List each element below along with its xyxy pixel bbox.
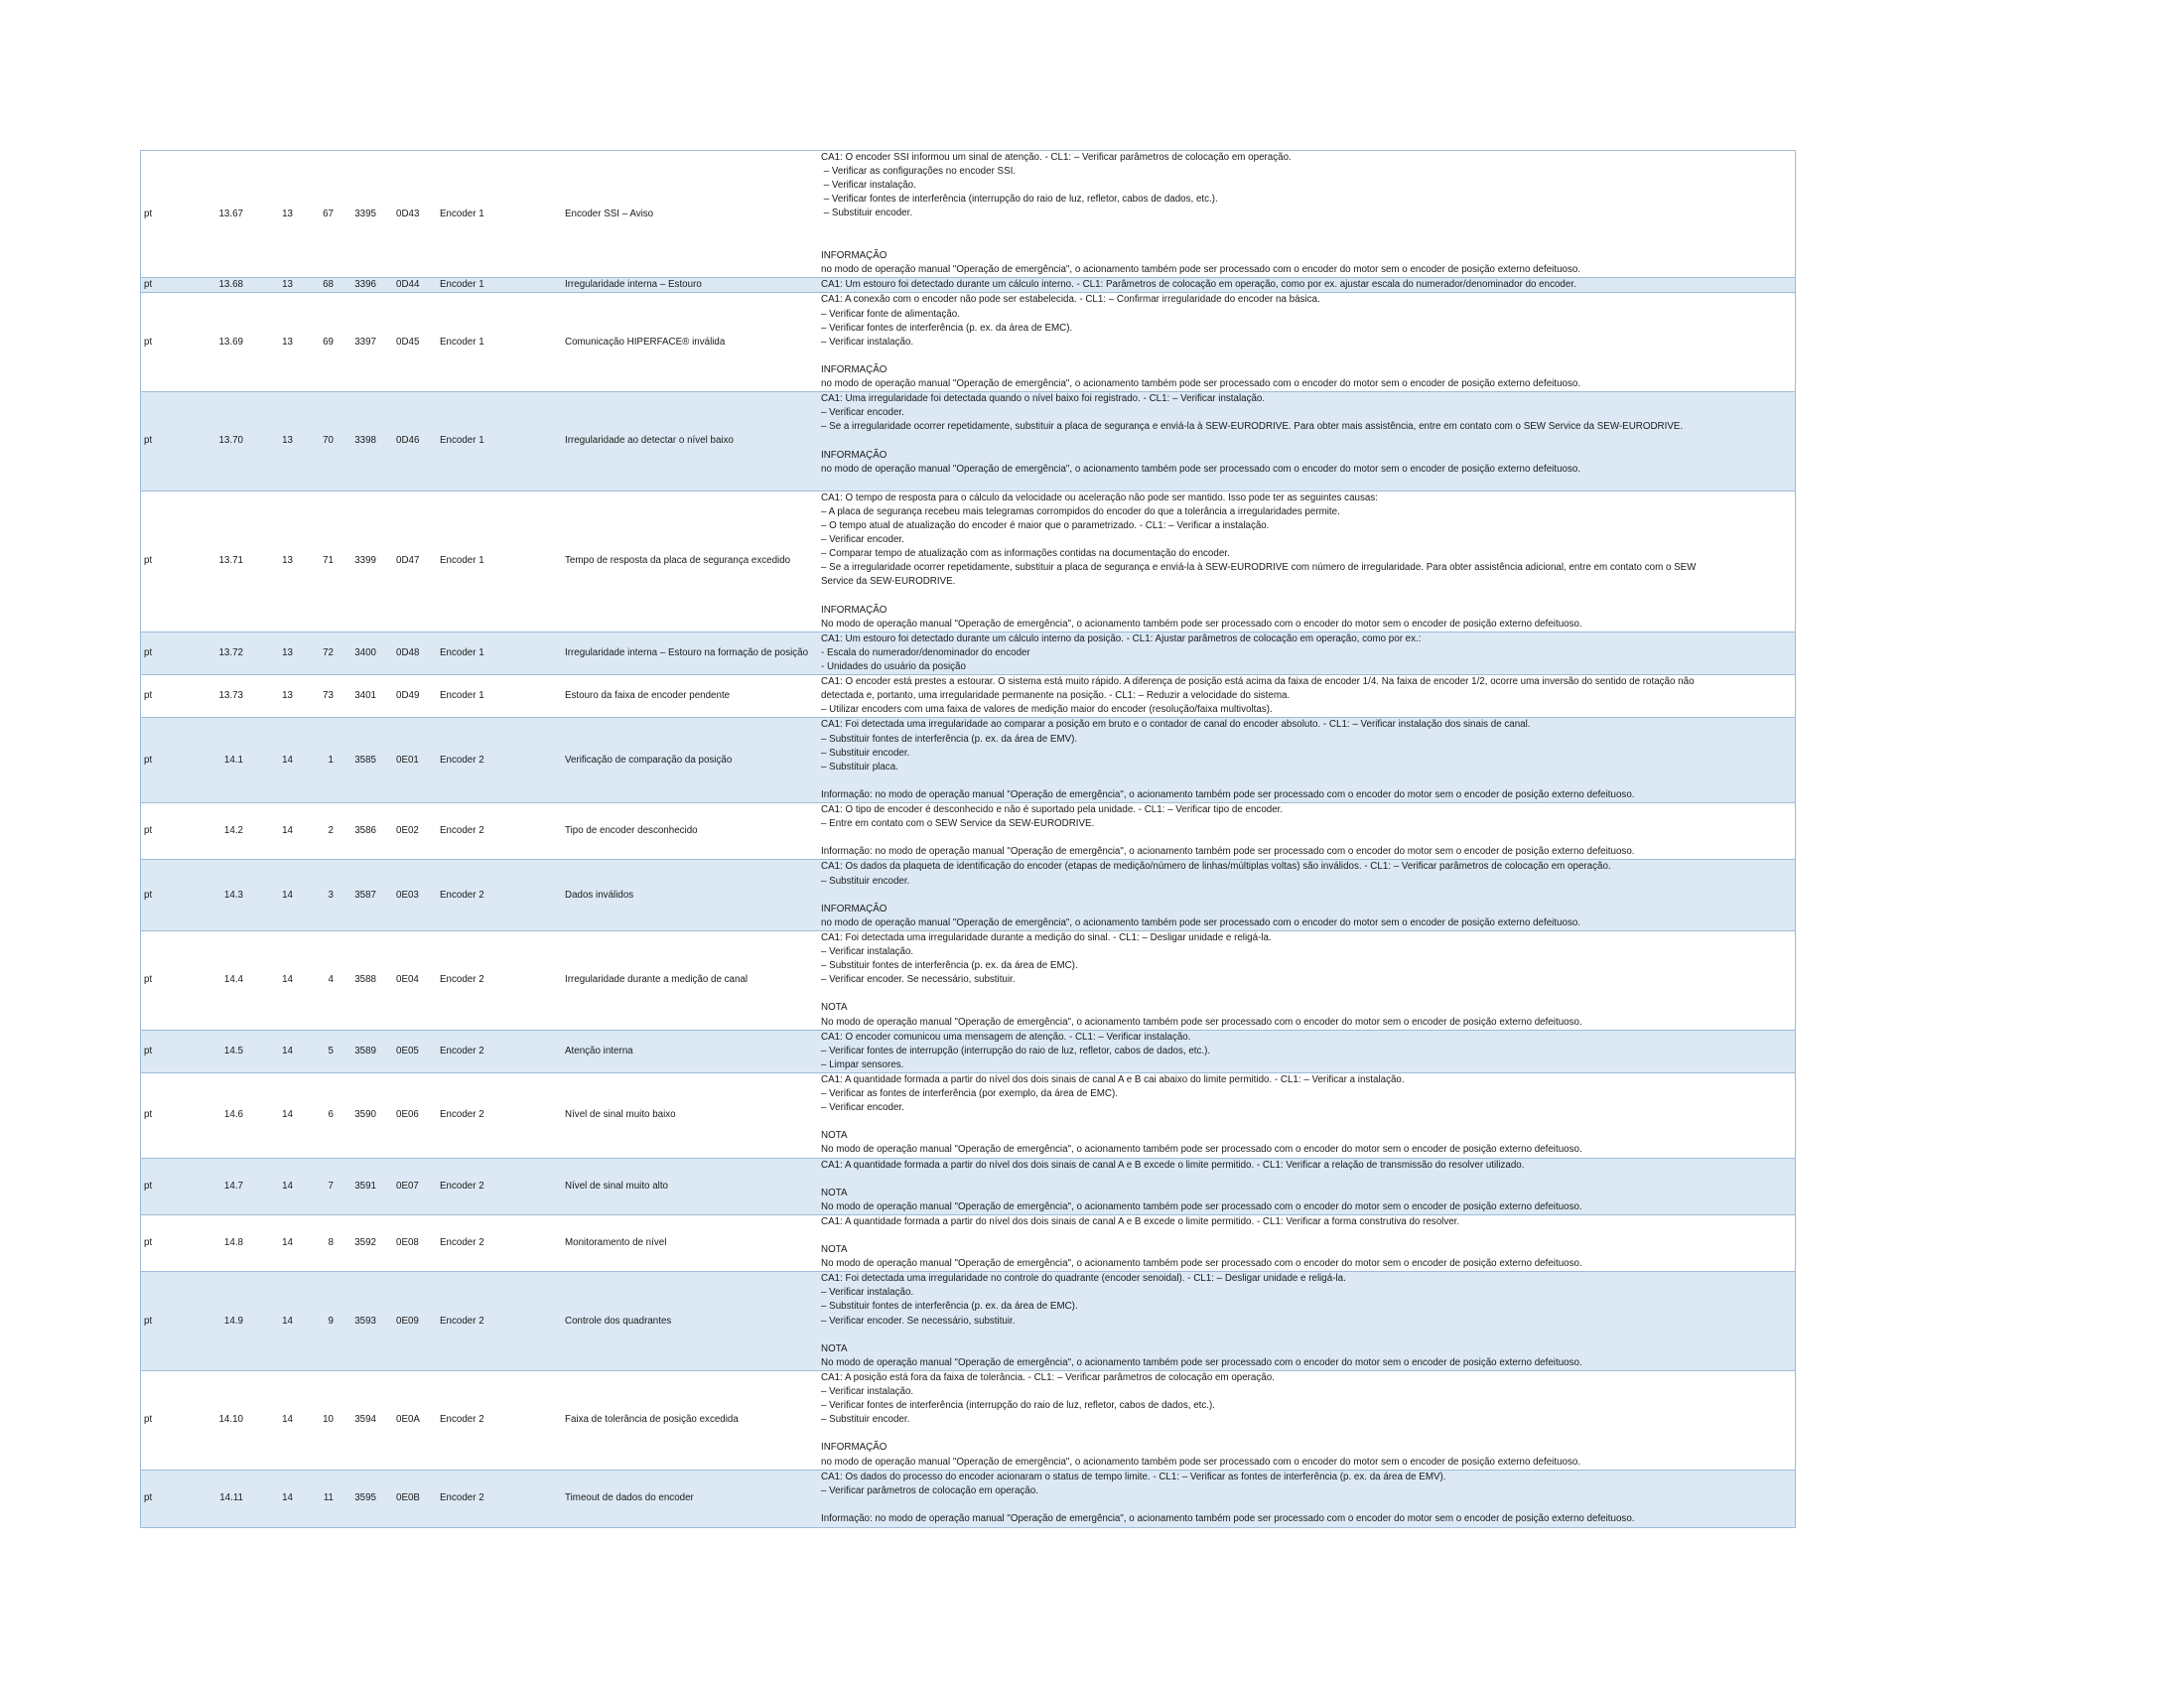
- cell-hex-code: 0D46: [378, 392, 432, 492]
- table-row: [141, 278, 1795, 293]
- cell-group: 13: [245, 293, 295, 392]
- cell-subsystem: Encoder 2: [432, 930, 565, 1030]
- cell-language: pt: [141, 1030, 201, 1072]
- cell-description: CA1: A quantidade formada a partir do nível dos dois sinais de canal A e B excede o limite permitido. - CL1: Verificar a relação de transmissão do resolver utilizado. NOTA No modo de operação manual "Operação de emergência", o acionamento também pode ser processado com o encoder do motor sem o encoder de posição externo defeituoso.: [819, 1158, 1795, 1214]
- cell-group: 13: [245, 632, 295, 674]
- cell-decimal-code: 3593: [336, 1272, 378, 1371]
- cell-language: pt: [141, 293, 201, 392]
- cell-fault-code: 14.2: [201, 803, 245, 860]
- cell-decimal-code: 3595: [336, 1470, 378, 1526]
- cell-fault-name: Atenção interna: [565, 1030, 819, 1072]
- cell-fault-code: 14.5: [201, 1030, 245, 1072]
- cell-language: pt: [141, 930, 201, 1030]
- cell-decimal-code: 3398: [336, 392, 378, 492]
- cell-hex-code: 0E09: [378, 1272, 432, 1371]
- cell-group: 14: [245, 1272, 295, 1371]
- table-row: [141, 1470, 1795, 1526]
- cell-subcode: 72: [295, 632, 336, 674]
- cell-fault-name: Tipo de encoder desconhecido: [565, 803, 819, 860]
- cell-hex-code: 0E05: [378, 1030, 432, 1072]
- table-row: [141, 491, 1795, 632]
- cell-description: CA1: Os dados do processo do encoder acionaram o status de tempo limite. - CL1: – Verificar as fontes de interferência (p. ex. da área de EMV). – Verificar parâmetros de colocação em operação. Informação: no modo de operação manual "Operação de emergência", o acionamento também pode ser processado com o encoder do motor sem o encoder de posição externo defeituoso.: [819, 1470, 1795, 1526]
- cell-fault-name: Verificação de comparação da posição: [565, 718, 819, 803]
- cell-fault-code: 13.69: [201, 293, 245, 392]
- cell-group: 13: [245, 278, 295, 293]
- cell-hex-code: 0E07: [378, 1158, 432, 1214]
- cell-subcode: 71: [295, 491, 336, 632]
- cell-subsystem: Encoder 1: [432, 293, 565, 392]
- cell-decimal-code: 3401: [336, 675, 378, 718]
- cell-subcode: 10: [295, 1370, 336, 1470]
- cell-decimal-code: 3397: [336, 293, 378, 392]
- cell-fault-code: 14.4: [201, 930, 245, 1030]
- cell-description: CA1: Uma irregularidade foi detectada quando o nível baixo foi registrado. - CL1: – Verificar instalação. – Verificar encoder. – Se a irregularidade ocorrer repetidamente, substituir a placa de segurança e enviá-la à SEW-EURODRIVE. Para obter mais assistência, entre em contato com o SEW Service da SEW-EURODRIVE. INFORMAÇÃO no modo de operação manual "Operação de emergência", o acionamento também pode ser processado com o encoder do motor sem o encoder de posição externo defeituoso.: [819, 392, 1795, 492]
- cell-hex-code: 0E01: [378, 718, 432, 803]
- cell-subcode: 9: [295, 1272, 336, 1371]
- cell-subcode: 70: [295, 392, 336, 492]
- cell-fault-name: Timeout de dados do encoder: [565, 1470, 819, 1526]
- cell-fault-code: 14.9: [201, 1272, 245, 1371]
- cell-fault-code: 13.68: [201, 278, 245, 293]
- cell-hex-code: 0E03: [378, 860, 432, 931]
- cell-fault-name: Encoder SSI – Aviso: [565, 208, 654, 219]
- cell-group: 13: [245, 675, 295, 718]
- cell-hex-code: 0E04: [378, 930, 432, 1030]
- cell-fault-code: 13.71: [201, 491, 245, 632]
- cell-language: pt: [141, 1072, 201, 1158]
- table-row: [141, 803, 1795, 860]
- cell-fault-code: 13.67: [218, 208, 243, 219]
- cell-subcode: 4: [295, 930, 336, 1030]
- cell-subsystem: Encoder 1: [440, 208, 484, 219]
- cell-description: CA1: O encoder SSI informou um sinal de atenção. - CL1: – Verificar parâmetros de colocação em operação. – Verificar as configurações no encoder SSI. – Verificar instalação. – Verificar fontes de interferência (interrupção do raio de luz, refletor, cabos de dados, etc.). – Substituir encoder. INFORMAÇÃO no modo de operação manual "Operação de emergência", o acionamento também pode ser processado com o encoder do motor sem o encoder de posição externo defeituoso.: [821, 152, 1581, 275]
- table-row: [141, 1030, 1795, 1072]
- cell-description: CA1: O encoder comunicou uma mensagem de atenção. - CL1: – Verificar instalação. – Verificar fontes de interrupção (interrupção do raio de luz, refletor, cabos de dados, etc.). – Limpar sensores.: [819, 1030, 1795, 1072]
- cell-group: 13: [245, 392, 295, 492]
- table-body: [141, 151, 1795, 1527]
- cell-description: CA1: Foi detectada uma irregularidade no controle do quadrante (encoder senoidal). - CL1: – Desligar unidade e religá-la. – Verificar instalação. – Substituir fontes de interferência (p. ex. da área de EMC). – Verificar encoder. Se necessário, substituir. NOTA No modo de operação manual "Operação de emergência", o acionamento também pode ser processado com o encoder do motor sem o encoder de posição externo defeituoso.: [819, 1272, 1795, 1371]
- cell-subsystem: Encoder 1: [432, 392, 565, 492]
- cell-language: pt: [141, 1158, 201, 1214]
- table-row: [141, 1214, 1795, 1271]
- cell-hex-code: 0D43: [396, 208, 420, 219]
- cell-decimal-code: 3590: [336, 1072, 378, 1158]
- cell-hex-code: 0E06: [378, 1072, 432, 1158]
- cell-language: pt: [141, 860, 201, 931]
- cell-decimal-code: 3587: [336, 860, 378, 931]
- cell-language: pt: [144, 208, 153, 219]
- cell-subsystem: Encoder 2: [432, 1272, 565, 1371]
- cell-fault-code: 14.8: [201, 1214, 245, 1271]
- table-row: [141, 1370, 1795, 1470]
- cell-subsystem: Encoder 2: [432, 1158, 565, 1214]
- cell-description: CA1: O tipo de encoder é desconhecido e não é suportado pela unidade. - CL1: – Verificar tipo de encoder. – Entre em contato com o SEW Service da SEW-EURODRIVE. Informação: no modo de operação manual "Operação de emergência", o acionamento também pode ser processado com o encoder do motor sem o encoder de posição externo defeituoso.: [819, 803, 1795, 860]
- cell-subcode: 1: [295, 718, 336, 803]
- cell-language: pt: [141, 1470, 201, 1526]
- cell-group: 14: [245, 1370, 295, 1470]
- cell-language: pt: [141, 491, 201, 632]
- cell-fault-code: 14.1: [201, 718, 245, 803]
- cell-subcode: 3: [295, 860, 336, 931]
- cell-subcode: 11: [295, 1470, 336, 1526]
- cell-subcode: 67: [323, 208, 334, 219]
- cell-fault-code: 14.3: [201, 860, 245, 931]
- cell-decimal-code: 3585: [336, 718, 378, 803]
- cell-fault-code: 13.72: [201, 632, 245, 674]
- cell-description: CA1: Foi detectada uma irregularidade ao comparar a posição em bruto e o contador de canal do encoder absoluto. - CL1: – Verificar instalação dos sinais de canal. – Substituir fontes de interferência (p. ex. da área de EMV). – Substituir encoder. – Substituir placa. Informação: no modo de operação manual "Operação de emergência", o acionamento também pode ser processado com o encoder do motor sem o encoder de posição externo defeituoso.: [819, 718, 1795, 803]
- cell-subsystem: Encoder 2: [432, 1370, 565, 1470]
- cell-fault-name: Faixa de tolerância de posição excedida: [565, 1370, 819, 1470]
- cell-fault-name: Irregularidade ao detectar o nível baixo: [565, 392, 819, 492]
- cell-hex-code: 0D47: [378, 491, 432, 632]
- cell-subcode: 8: [295, 1214, 336, 1271]
- table-row: [141, 1272, 1795, 1371]
- cell-language: pt: [141, 718, 201, 803]
- cell-decimal-code: 3399: [336, 491, 378, 632]
- cell-decimal-code: 3396: [336, 278, 378, 293]
- cell-language: pt: [141, 1370, 201, 1470]
- cell-language: pt: [141, 392, 201, 492]
- cell-decimal-code: 3589: [336, 1030, 378, 1072]
- cell-subcode: 7: [295, 1158, 336, 1214]
- table-row: [141, 930, 1795, 1030]
- cell-subsystem: Encoder 2: [432, 1470, 565, 1526]
- cell-subcode: 68: [295, 278, 336, 293]
- cell-subsystem: Encoder 1: [432, 491, 565, 632]
- cell-fault-code: 14.7: [201, 1158, 245, 1214]
- cell-hex-code: 0E0B: [378, 1470, 432, 1526]
- cell-subsystem: Encoder 2: [432, 860, 565, 931]
- cell-group: 14: [245, 718, 295, 803]
- cell-decimal-code: 3586: [336, 803, 378, 860]
- cell-hex-code: 0E02: [378, 803, 432, 860]
- cell-fault-name: Nível de sinal muito alto: [565, 1158, 819, 1214]
- cell-description: CA1: Um estouro foi detectado durante um cálculo interno da posição. - CL1: Ajustar parâmetros de colocação em operação, como por ex.: - Escala do numerador/denominador do encoder - Unidades do usuário da posição: [819, 632, 1795, 674]
- cell-group: 14: [245, 1158, 295, 1214]
- cell-description: CA1: Um estouro foi detectado durante um cálculo interno. - CL1: Parâmetros de colocação em operação, como por ex. ajustar escala do numerador/denominador do encoder.: [819, 278, 1795, 293]
- fault-table: [140, 150, 1796, 1528]
- cell-language: pt: [141, 1272, 201, 1371]
- cell-fault-name: Nível de sinal muito baixo: [565, 1072, 819, 1158]
- table-row: [141, 1072, 1795, 1158]
- cell-fault-name: Irregularidade interna – Estouro na formação de posição: [565, 632, 819, 674]
- cell-fault-name: Controle dos quadrantes: [565, 1272, 819, 1371]
- cell-language: pt: [141, 675, 201, 718]
- cell-description: CA1: A quantidade formada a partir do nível dos dois sinais de canal A e B cai abaixo do limite permitido. - CL1: – Verificar a instalação. – Verificar as fontes de interferência (por exemplo, da área de EMC). – Verificar encoder. NOTA No modo de operação manual "Operação de emergência", o acionamento também pode ser processado com o encoder do motor sem o encoder de posição externo defeituoso.: [819, 1072, 1795, 1158]
- cell-decimal-code: 3588: [336, 930, 378, 1030]
- cell-fault-name: Estouro da faixa de encoder pendente: [565, 675, 819, 718]
- cell-group: 13: [245, 491, 295, 632]
- table-row: [141, 718, 1795, 803]
- cell-language: pt: [141, 278, 201, 293]
- cell-fault-name: Irregularidade durante a medição de canal: [565, 930, 819, 1030]
- cell-subcode: 2: [295, 803, 336, 860]
- cell-fault-code: 14.11: [201, 1470, 245, 1526]
- cell-hex-code: 0D48: [378, 632, 432, 674]
- cell-group: 14: [245, 1470, 295, 1526]
- cell-subcode: 6: [295, 1072, 336, 1158]
- cell-fault-name: Irregularidade interna – Estouro: [565, 278, 819, 293]
- cell-description: CA1: A quantidade formada a partir do nível dos dois sinais de canal A e B excede o limite permitido. - CL1: Verificar a forma construtiva do resolver. NOTA No modo de operação manual "Operação de emergência", o acionamento também pode ser processado com o encoder do motor sem o encoder de posição externo defeituoso.: [819, 1214, 1795, 1271]
- table-row: [141, 1158, 1795, 1214]
- cell-hex-code: 0D45: [378, 293, 432, 392]
- cell-fault-code: 13.70: [201, 392, 245, 492]
- cell-group: 14: [245, 803, 295, 860]
- cell-group: 14: [245, 1214, 295, 1271]
- cell-hex-code: 0D49: [378, 675, 432, 718]
- cell-fault-code: 13.73: [201, 675, 245, 718]
- cell-subsystem: Encoder 1: [432, 632, 565, 674]
- cell-subsystem: Encoder 1: [432, 675, 565, 718]
- cell-language: pt: [141, 803, 201, 860]
- table-row: [141, 675, 1795, 718]
- cell-description: CA1: A posição está fora da faixa de tolerância. - CL1: – Verificar parâmetros de colocação em operação. – Verificar instalação. – Verificar fontes de interferência (interrupção do raio de luz, refletor, cabos de dados, etc.). – Substituir encoder. INFORMAÇÃO no modo de operação manual "Operação de emergência", o acionamento também pode ser processado com o encoder do motor sem o encoder de posição externo defeituoso.: [819, 1370, 1795, 1470]
- cell-description: CA1: Foi detectada uma irregularidade durante a medição do sinal. - CL1: – Desligar unidade e religá-la. – Verificar instalação. – Substituir fontes de interferência (p. ex. da área de EMC). – Verificar encoder. Se necessário, substituir. NOTA No modo de operação manual "Operação de emergência", o acionamento também pode ser processado com o encoder do motor sem o encoder de posição externo defeituoso.: [819, 930, 1795, 1030]
- cell-fault-code: 14.10: [201, 1370, 245, 1470]
- cell-subcode: 69: [295, 293, 336, 392]
- cell-decimal-code: 3591: [336, 1158, 378, 1214]
- cell-subsystem: Encoder 2: [432, 803, 565, 860]
- table-row: [141, 632, 1795, 674]
- cell-group: 14: [245, 1030, 295, 1072]
- table-row: [141, 392, 1795, 492]
- cell-subcode: 73: [295, 675, 336, 718]
- cell-language: pt: [141, 632, 201, 674]
- cell-description: CA1: Os dados da plaqueta de identificação do encoder (etapas de medição/número de linhas/múltiplas voltas) são inválidos. - CL1: – Verificar parâmetros de colocação em operação. – Substituir encoder. INFORMAÇÃO no modo de operação manual "Operação de emergência", o acionamento também pode ser processado com o encoder do motor sem o encoder de posição externo defeituoso.: [819, 860, 1795, 931]
- table-row: [141, 860, 1795, 931]
- cell-language: pt: [141, 1214, 201, 1271]
- cell-hex-code: 0E08: [378, 1214, 432, 1271]
- cell-decimal-code: 3592: [336, 1214, 378, 1271]
- cell-decimal-code: 3594: [336, 1370, 378, 1470]
- cell-group: 14: [245, 930, 295, 1030]
- cell-group: 14: [245, 860, 295, 931]
- cell-fault-name: Monitoramento de nível: [565, 1214, 819, 1271]
- cell-group: 13: [282, 208, 293, 219]
- cell-subcode: 5: [295, 1030, 336, 1072]
- cell-subsystem: Encoder 2: [432, 718, 565, 803]
- table-row: [141, 293, 1795, 392]
- cell-decimal-code: 3395: [354, 208, 376, 219]
- cell-hex-code: 0D44: [378, 278, 432, 293]
- cell-subsystem: Encoder 2: [432, 1030, 565, 1072]
- cell-hex-code: 0E0A: [378, 1370, 432, 1470]
- cell-description: CA1: O tempo de resposta para o cálculo da velocidade ou aceleração não pode ser mantido. Isso pode ter as seguintes causas: – A placa de segurança recebeu mais telegramas corrompidos do encoder do que a tolerância a irregularidades permite. – O tempo atual de atualização do encoder é maior que o parametrizado. - CL1: – Verificar a instalação. – Verificar encoder. – Comparar tempo de atualização com as informações contidas na documentação do encoder. – Se a irregularidade ocorrer repetidamente, substituir a placa de segurança e enviá-la à SEW-EURODRIVE com número de irregularidade. Para obter assistência adicional, entre em contato com o SEW Service da SEW-EURODRIVE. INFORMAÇÃO No modo de operação manual "Operação de emergência", o acionamento também pode ser processado com o encoder do motor sem o encoder de posição externo defeituoso.: [819, 491, 1795, 632]
- cell-description: CA1: O encoder está prestes a estourar. O sistema está muito rápido. A diferença de posição está acima da faixa de encoder 1/4. Na faixa de encoder 1/2, ocorre uma inversão do sentido de rotação não detectada e, portanto, uma irregularidade permanente na posição. - CL1: – Reduzir a velocidade do sistema. – Utilizar encoders com uma faixa de valores de medição maior do encoder (resolução/faixa multivoltas).: [819, 675, 1795, 718]
- cell-fault-name: Comunicação HIPERFACE® inválida: [565, 293, 819, 392]
- cell-fault-name: Tempo de resposta da placa de segurança excedido: [565, 491, 819, 632]
- cell-subsystem: Encoder 2: [432, 1214, 565, 1271]
- cell-fault-code: 14.6: [201, 1072, 245, 1158]
- cell-group: 14: [245, 1072, 295, 1158]
- cell-fault-name: Dados inválidos: [565, 860, 819, 931]
- cell-subsystem: Encoder 2: [432, 1072, 565, 1158]
- table-row: [141, 151, 1795, 278]
- cell-decimal-code: 3400: [336, 632, 378, 674]
- cell-subsystem: Encoder 1: [432, 278, 565, 293]
- cell-description: CA1: A conexão com o encoder não pode ser estabelecida. - CL1: – Confirmar irregularidade do encoder na básica. – Verificar fonte de alimentação. – Verificar fontes de interferência (p. ex. da área de EMC). – Verificar instalação. INFORMAÇÃO no modo de operação manual "Operação de emergência", o acionamento também pode ser processado com o encoder do motor sem o encoder de posição externo defeituoso.: [819, 293, 1795, 392]
